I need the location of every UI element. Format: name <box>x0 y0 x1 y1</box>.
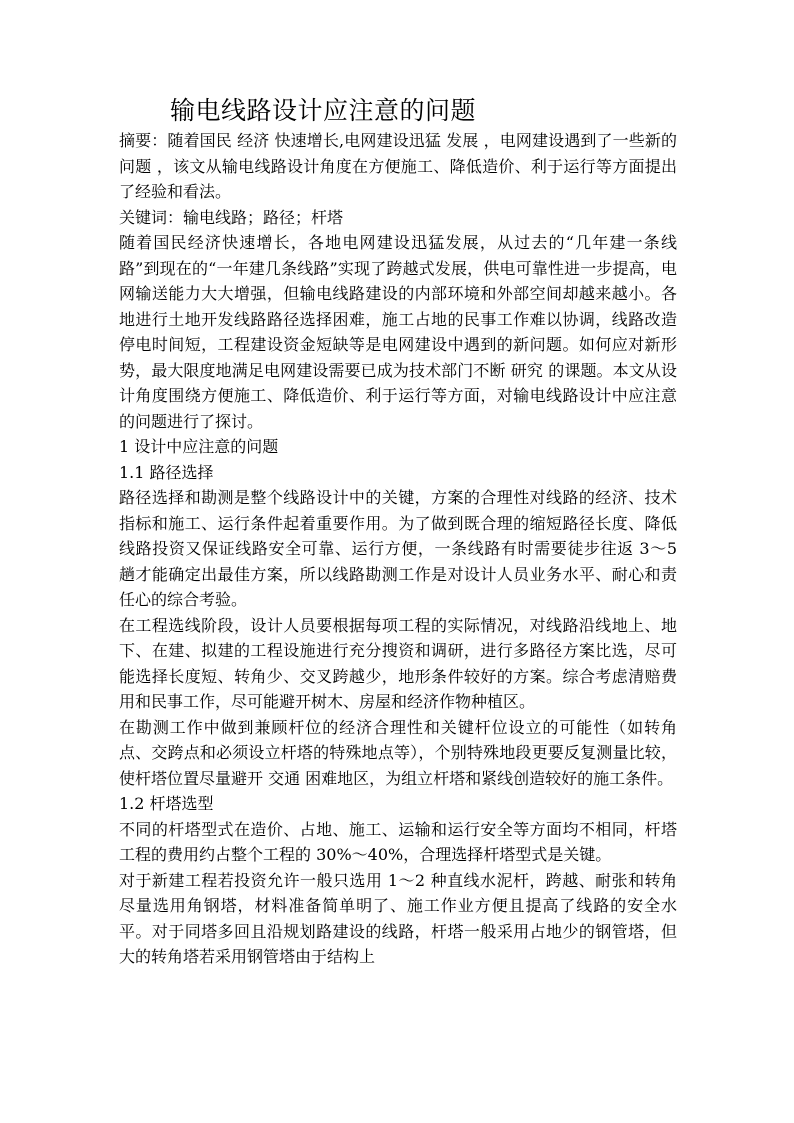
intro-paragraph: 随着国民经济快速增长，各地电网建设迅猛发展，从过去的“几年建一条线路”到现在的“一年建几条线路”实现了跨越式发展，供电可靠性进一步提高，电网输送能力大大增强，但输电线路建设的内部环境和外部空间却越来越小。各地进行土地开发线路路径选择困难，施工占地的民事工作难以协调，线路改造停电时间短，工程建设资金短缺等是电网建设中遇到的新问题。如何应对新形势，最大限度地满足电网建设需要已成为技术部门不断 研究 的课题。本文从设计角度围绕方便施工、降低造价、利于运行等方面，对输电线路设计中应注意的问题进行了探讨。 <box>119 233 677 431</box>
route-paragraph-1: 路径选择和勘测是整个线路设计中的关键，方案的合理性对线路的经济、技术指标和施工、运行条件起着重要作用。为了做到既合理的缩短路径长度、降低线路投资又保证线路安全可靠、运行方便，一条线路有时需要徒步往返 3～5 趟才能确定出最佳方案，所以线路勘测工作是对设计人员业务水平、耐心和责任心的综合考验。 <box>119 488 677 609</box>
tower-paragraph-2: 对于新建工程若投资允许一般只选用 1～2 种直线水泥杆，跨越、耐张和转角尽量选用角钢塔，材料准备简单明了、施工作业方便且提高了线路的安全水平。对于同塔多回且沿规划路建设的线路，杆塔一般采用占地少的钢管塔，但大的转角塔若采用钢管塔由于结构上 <box>119 870 677 966</box>
subsection-heading-route: 1.1 路径选择 <box>119 462 214 482</box>
abstract-paragraph: 摘要：随着国民 经济 快速增长,电网建设迅猛 发展 ，电网建设遇到了一些新的 问题 ，该文从输电线路设计角度在方便施工、降低造价、利于运行等方面提出了经验和看法。 <box>119 131 677 201</box>
route-paragraph-3: 在勘测工作中做到兼顾杆位的经济合理性和关键杆位设立的可能性（如转角点、交跨点和必须设立杆塔的特殊地点等），个别特殊地段更要反复测量比较，使杆塔位置尽量避开 交通 困难地区，为组立杆塔和紧线创造较好的施工条件。 <box>119 717 677 788</box>
keywords-line: 关键词：输电线路；路径；杆塔 <box>119 207 344 227</box>
page-title: 输电线路设计应注意的问题 <box>170 96 477 125</box>
document-body <box>119 128 677 970</box>
route-paragraph-2: 在工程选线阶段，设计人员要根据每项工程的实际情况，对线路沿线地上、地下、在建、拟建的工程设施进行充分搜资和调研，进行多路径方案比选，尽可能选择长度短、转角少、交叉跨越少，地形条件较好的方案。综合考虑清赔费用和民事工作，尽可能避开树木、房屋和经济作物种植区。 <box>119 615 677 711</box>
subsection-heading-tower: 1.2 杆塔选型 <box>119 794 214 813</box>
tower-paragraph-1: 不同的杆塔型式在造价、占地、施工、运输和运行安全等方面均不相同，杆塔工程的费用约占整个工程的 30%～40%，合理选择杆塔型式是关键。 <box>119 819 677 864</box>
section-heading: 1 设计中应注意的问题 <box>119 437 279 456</box>
